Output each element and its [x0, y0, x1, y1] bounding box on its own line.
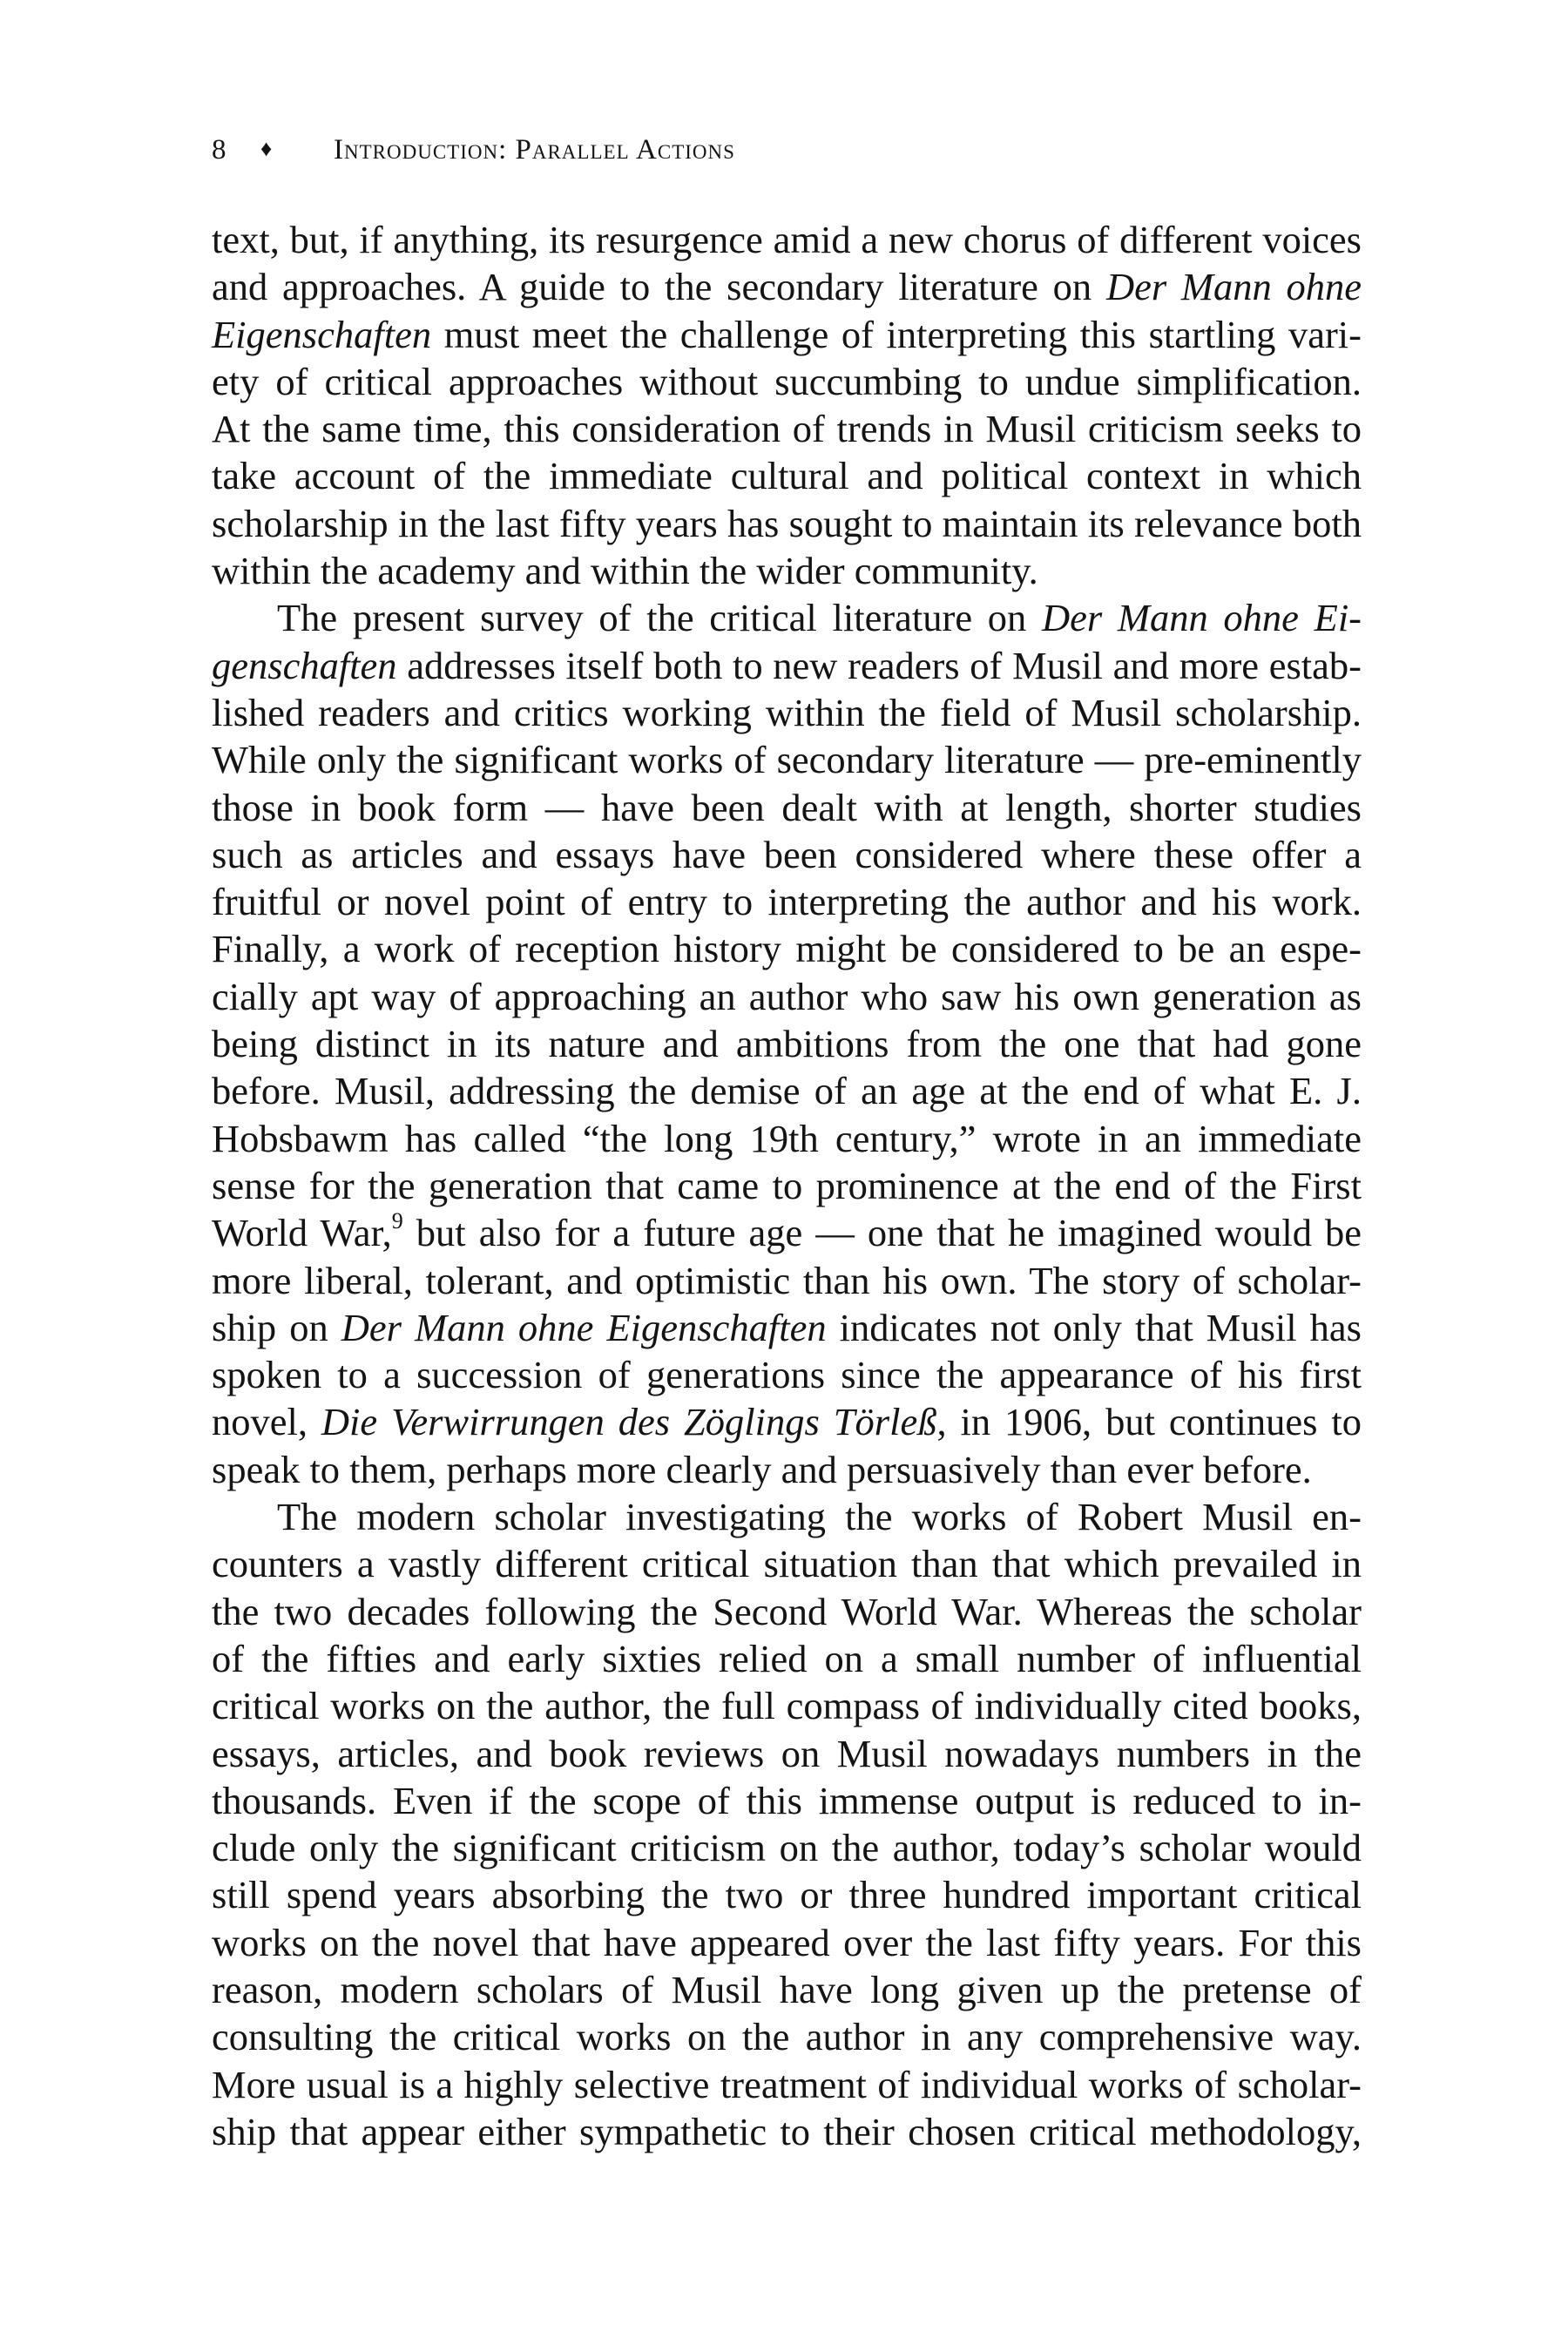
text-run: of the fifties and early sixties relied on a small number of influential: [212, 1636, 1362, 1680]
text-line: [212, 1540, 1362, 1587]
text-line: [212, 405, 1362, 452]
text-run: the two decades following the Second World War. Whereas the scholar: [212, 1589, 1362, 1633]
text-run: At the same time, this consideration of trends in Musil criticism seeks to: [212, 407, 1362, 451]
diamond-separator-icon: ♦: [260, 136, 273, 161]
text-run: indicates not only that Musil has: [826, 1305, 1362, 1349]
text-run: before. Musil, addressing the demise of an age at the end of what E. J.: [212, 1069, 1362, 1113]
paragraph: [212, 216, 1362, 594]
text-line: [212, 1304, 1362, 1351]
text-run: World War,: [212, 1211, 392, 1255]
text-run: critical works on the author, the full compass of individually cited books,: [212, 1684, 1362, 1728]
text-line: [212, 1067, 1362, 1114]
page-number: 8: [212, 134, 226, 166]
text-run: still spend years absorbing the two or three hundred important critical: [212, 1873, 1362, 1917]
text-run: While only the significant works of secondary literature — pre-eminently: [212, 738, 1362, 782]
text-run: clude only the significant criticism on the author, today’s scholar would: [212, 1826, 1362, 1870]
text-run: sense for the generation that came to prominence at the end of the First: [212, 1163, 1362, 1207]
text-line: [212, 1635, 1362, 1682]
text-line: [212, 263, 1362, 310]
text-run: lished readers and critics working within the field of Musil scholarship.: [212, 690, 1362, 734]
text-line: [212, 452, 1362, 499]
text-run: text, but, if anything, its resurgence amid a new chorus of different voices: [212, 218, 1362, 261]
text-run: ship that appear either sympathetic to their chosen critical methodology,: [212, 2109, 1362, 2153]
text-line: [212, 1777, 1362, 1824]
text-line: [212, 1919, 1362, 1966]
text-line: [212, 1871, 1362, 1918]
text-run: and approaches. A guide to the secondary literature on: [212, 265, 1106, 309]
text-run: but also for a future age — one that he imagined would be: [402, 1211, 1362, 1255]
text-line: [212, 1162, 1362, 1209]
text-run: novel,: [212, 1400, 321, 1444]
text-line: [212, 1730, 1362, 1777]
text-line: [212, 784, 1362, 831]
text-run: cially apt way of approaching an author who saw his own generation as: [212, 974, 1362, 1018]
text-line: [212, 973, 1362, 1020]
text-run: More usual is a highly selective treatment of individual works of scholar-: [212, 2062, 1362, 2106]
paragraph: [212, 1493, 1362, 2155]
running-head-title: Introduction: Parallel Actions: [334, 134, 735, 166]
text-line: [212, 216, 1362, 263]
text-line: [212, 1493, 1362, 1540]
text-line: [212, 925, 1362, 972]
text-line: [212, 1824, 1362, 1871]
text-run: ety of critical approaches without succumbing to undue simplification.: [212, 359, 1362, 403]
text-line: [212, 1115, 1362, 1162]
text-run: addresses itself both to new readers of Musil and more estab-: [396, 643, 1362, 687]
text-line: [212, 2013, 1362, 2060]
text-run: such as articles and essays have been considered where these offer a: [212, 832, 1362, 876]
italic-text: Der Mann ohne: [1105, 265, 1362, 309]
text-run: more liberal, tolerant, and optimistic than his own. The story of scholar-: [212, 1258, 1362, 1302]
text-line: [212, 1257, 1362, 1304]
text-run: counters a vastly different critical situation than that which prevailed in: [212, 1542, 1362, 1586]
text-run: , in 1906, but continues to: [936, 1400, 1362, 1444]
text-line: [212, 1588, 1362, 1635]
text-run: reason, modern scholars of Musil have long given up the pretense of: [212, 1967, 1362, 2011]
text-line: [212, 1682, 1362, 1729]
text-line: [212, 547, 1362, 594]
text-line: [212, 689, 1362, 736]
text-run: works on the novel that have appeared over the last fifty years. For this: [212, 1920, 1362, 1964]
text-run: The present survey of the critical literature on: [277, 596, 1042, 640]
text-line: [212, 831, 1362, 878]
text-line: [212, 1209, 1362, 1256]
text-run: must meet the challenge of interpreting this startling vari-: [431, 312, 1362, 356]
footnote-marker: 9: [391, 1208, 403, 1234]
text-run: ship on: [212, 1305, 341, 1349]
text-line: [212, 311, 1362, 358]
text-run: within the academy and within the wider community.: [212, 549, 1038, 593]
text-run: those in book form — have been dealt with at length, shorter studies: [212, 785, 1362, 829]
text-line: [212, 1966, 1362, 2013]
text-line: [212, 1446, 1362, 1493]
text-line: [212, 1398, 1362, 1445]
text-run: consulting the critical works on the author in any comprehensive way.: [212, 2015, 1362, 2059]
text-run: Hobsbawm has called “the long 19th century,” wrote in an immediate: [212, 1116, 1362, 1160]
text-line: [212, 1351, 1362, 1398]
text-line: [212, 594, 1362, 641]
text-run: Finally, a work of reception history might be considered to be an espe-: [212, 927, 1362, 971]
text-line: [212, 2108, 1362, 2155]
text-line: [212, 358, 1362, 405]
paragraph: [212, 594, 1362, 1493]
text-run: essays, articles, and book reviews on Musil nowadays numbers in the: [212, 1731, 1362, 1775]
text-run: speak to them, perhaps more clearly and persuasively than ever before.: [212, 1447, 1312, 1491]
italic-text: Die Verwirrungen des Zöglings Törleß: [321, 1400, 937, 1444]
text-run: spoken to a succession of generations since the appearance of his first: [212, 1353, 1362, 1397]
text-line: [212, 878, 1362, 925]
text-line: [212, 500, 1362, 547]
text-line: [212, 736, 1362, 783]
italic-text: Eigenschaften: [212, 312, 432, 356]
text-line: [212, 642, 1362, 689]
text-line: [212, 2061, 1362, 2108]
italic-text: Der Mann ohne Ei-: [1042, 596, 1362, 640]
text-run: scholarship in the last fifty years has sought to maintain its relevance both: [212, 501, 1362, 545]
text-run: fruitful or novel point of entry to interpreting the author and his work.: [212, 880, 1362, 924]
italic-text: Der Mann ohne Eigenschaften: [341, 1305, 827, 1349]
running-header: [212, 132, 735, 167]
body-text: [212, 216, 1362, 2155]
text-run: thousands. Even if the scope of this immense output is reduced to in-: [212, 1778, 1362, 1822]
italic-text: genschaften: [212, 643, 397, 687]
text-run: being distinct in its nature and ambitions from the one that had gone: [212, 1022, 1362, 1066]
text-run: The modern scholar investigating the works of Robert Musil en-: [277, 1495, 1362, 1539]
text-line: [212, 1020, 1362, 1067]
text-run: take account of the immediate cultural and political context in which: [212, 454, 1362, 498]
